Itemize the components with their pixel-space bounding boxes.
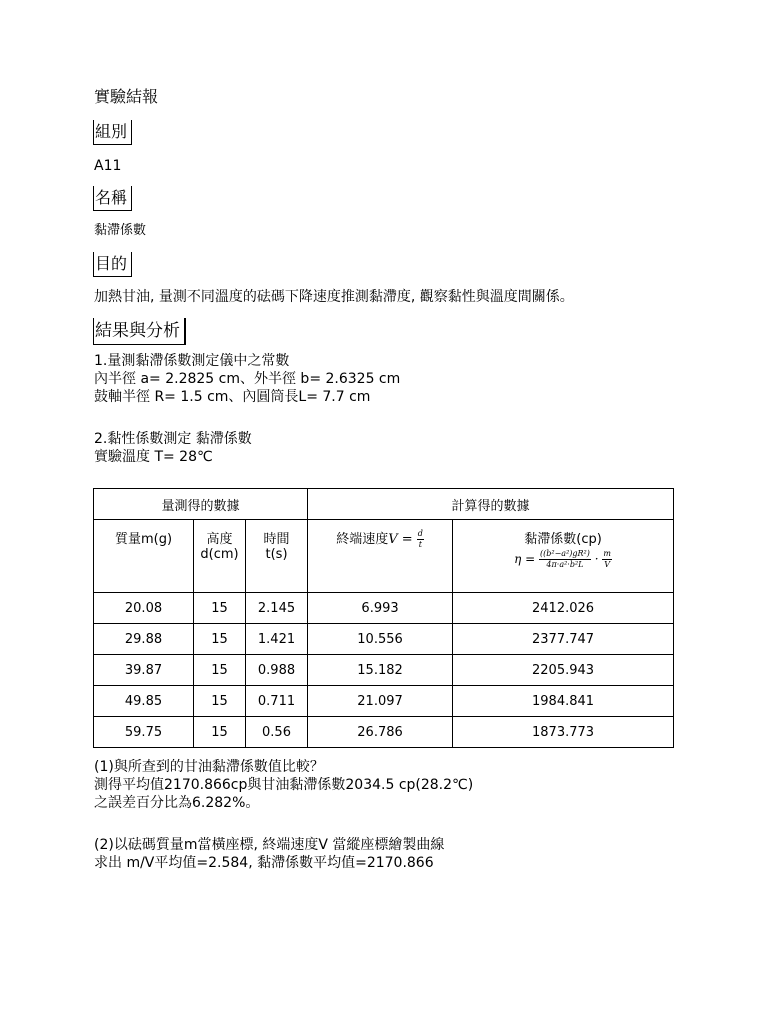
col-velocity-header [308,520,453,593]
col-velocity-label: 終端速度 [336,532,389,547]
table-row [94,593,674,624]
viscosity-cell: 2377.747 [453,624,674,655]
height-cell: 15 [194,686,246,717]
time-cell: 2.145 [246,593,308,624]
report-title: 實驗結報 [94,87,159,106]
table-column-header-row [94,520,674,593]
q2-heading: (2)以砝碼質量m當橫座標, 終端速度V 當縱座標繪製曲線 [94,837,445,853]
mass-velocity-fraction: $\frac{m}{V}$ [603,549,611,569]
constants-block [94,352,400,406]
time-cell: 0.988 [246,655,308,686]
q2-line1: 求出 m/V平均值=2.584, 黏滯係數平均值=2170.866 [94,855,434,871]
results-heading: 結果與分析 [93,318,186,345]
col-height-unit: d(cm) [200,547,239,562]
velocity-cell: 26.786 [308,717,453,748]
purpose-value: 加熱甘油, 量測不同溫度的砝碼下降速度推測黏滯度, 觀察黏性與溫度間關係。 [94,289,574,305]
table-group-header-row [94,489,674,520]
constants-line1: 內半徑 a= 2.2825 cm、外半徑 b= 2.6325 cm [94,371,401,387]
temperature-text: 實驗溫度 T= 28℃ [94,449,213,465]
table-row [94,624,674,655]
height-cell: 15 [194,593,246,624]
viscosity-formula: η = $\frac{\text{((b²−a²)gR²)}}{\text{4π·a²·b²L}}$ · $\frac{m}{V}$ [514,549,611,569]
purpose-heading: 目的 [93,252,132,277]
velocity-cell: 15.182 [308,655,453,686]
data-table [93,488,674,748]
viscosity-heading: 2.黏性係數測定 黏滯係數 [94,431,252,447]
viscosity-cell: 2412.026 [453,593,674,624]
analysis-q2 [94,836,444,872]
time-cell: 0.711 [246,686,308,717]
height-cell: 15 [194,717,246,748]
viscosity-cell: 1873.773 [453,717,674,748]
velocity-cell: 6.993 [308,593,453,624]
velocity-cell: 10.556 [308,624,453,655]
analysis-q1 [94,758,473,812]
col-time-unit: t(s) [265,547,288,562]
q1-heading: (1)與所查到的甘油黏滯係數值比較？ [94,759,324,775]
viscosity-fraction: $\frac{\text{((b²−a²)gR²)}}{\text{4π·a²·b²L}}$ [540,549,590,569]
time-cell: 0.56 [246,717,308,748]
time-cell: 1.421 [246,624,308,655]
col-height-header [194,520,246,593]
measured-group-header: 量測得的數據 [94,489,308,520]
mass-cell: 39.87 [94,655,194,686]
mass-cell: 49.85 [94,686,194,717]
col-mass-label: 質量m(g) [114,532,173,547]
height-cell: 15 [194,624,246,655]
table-row [94,655,674,686]
table-row [94,686,674,717]
mass-cell: 29.88 [94,624,194,655]
col-time-label: 時間 [263,532,290,547]
col-height-label: 高度 [206,532,233,547]
velocity-formula: V = $\frac{d}{t}$ [388,529,423,549]
calculated-group-header: 計算得的數據 [308,489,674,520]
height-cell: 15 [194,655,246,686]
constants-line2: 鼓軸半徑 R= 1.5 cm、內圓筒長L= 7.7 cm [94,389,371,405]
group-heading: 組別 [93,120,132,145]
col-mass-header [94,520,194,593]
col-time-header [246,520,308,593]
name-heading: 名稱 [93,186,132,211]
viscosity-cell: 1984.841 [453,686,674,717]
constants-heading: 1.量測黏滯係數測定儀中之常數 [94,353,290,369]
table-row [94,717,674,748]
q1-line2: 之誤差百分比為6.282%。 [94,795,260,811]
velocity-fraction: $\frac{d}{t}$ [417,529,423,549]
col-viscosity-header [453,520,674,593]
mass-cell: 59.75 [94,717,194,748]
viscosity-block [94,430,252,466]
name-value: 黏滯係數 [94,223,147,238]
col-viscosity-label: 黏滯係數(cp) [524,532,602,547]
velocity-cell: 21.097 [308,686,453,717]
group-value: A11 [94,158,122,174]
q1-line1: 測得平均值2170.866cp與甘油黏滯係數2034.5 cp(28.2℃) [94,777,474,793]
mass-cell: 20.08 [94,593,194,624]
viscosity-cell: 2205.943 [453,655,674,686]
